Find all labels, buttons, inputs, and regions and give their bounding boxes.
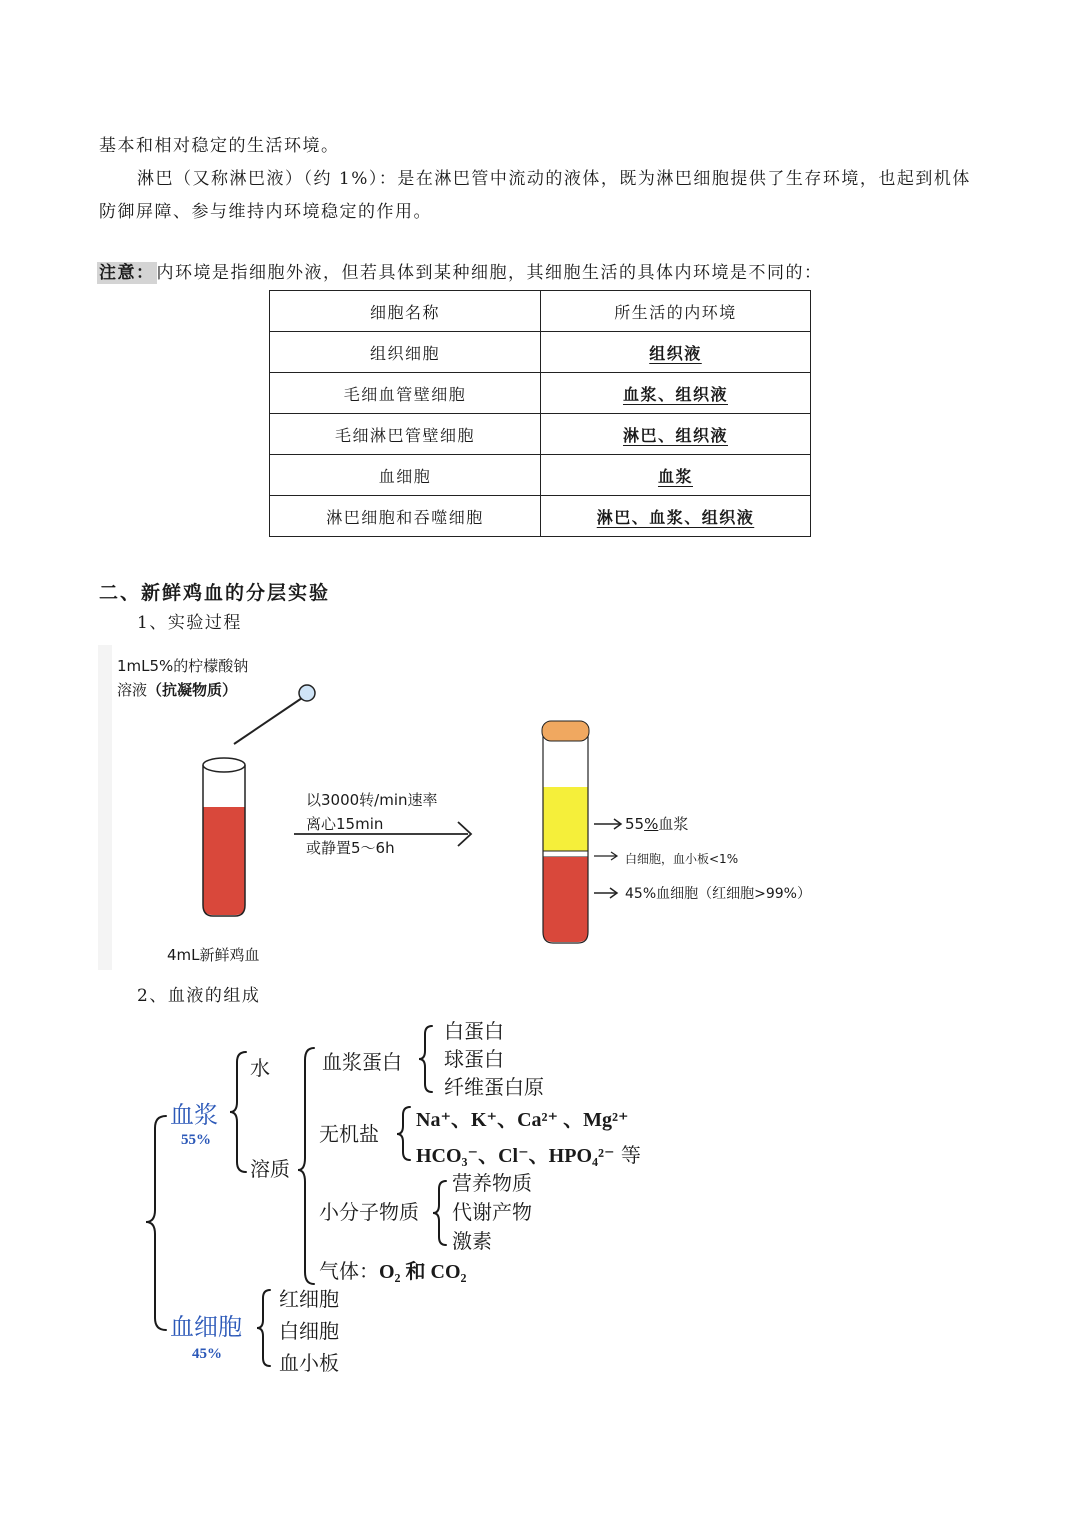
intro-line: 基本和相对稳定的生活环境。 xyxy=(99,136,340,156)
salt-cations: Na⁺、K⁺、Ca²⁺ 、Mg²⁺ xyxy=(416,1109,629,1131)
small-molecule-item: 激素 xyxy=(452,1229,492,1253)
cell-environment: 血浆、组织液 xyxy=(541,373,811,414)
plasma-percent: 55% xyxy=(181,1132,211,1148)
inorganic-salt-label: 无机盐 xyxy=(319,1122,379,1146)
table-header-env: 所生活的内环境 xyxy=(541,291,811,332)
salt-anions xyxy=(416,1139,641,1168)
water-label: 水 xyxy=(250,1056,270,1080)
plasma-protein-label: 血浆蛋白 xyxy=(322,1050,402,1074)
section-title: 二、新鲜鸡血的分层实验 xyxy=(99,582,331,604)
note-label: 注意： xyxy=(99,263,155,283)
brace-protein xyxy=(419,1026,432,1092)
small-molecule-label: 小分子物质 xyxy=(319,1200,419,1224)
brace-solute xyxy=(298,1048,314,1284)
buffy-coat-label: 白细胞，血小板<1% xyxy=(625,852,739,866)
lymph-paragraph-line1: 淋巴（又称淋巴液）（约 1%）：是在淋巴管中流动的液体，既为淋巴细胞提供了生存环境，也起到机体 xyxy=(137,169,971,189)
lymph-paragraph-line2: 防御屏障、参与维持内环境稳定的作用。 xyxy=(99,202,432,222)
brace-blood xyxy=(146,1116,166,1330)
blood-cells-title: 血细胞 xyxy=(170,1313,242,1341)
solute-label: 溶质 xyxy=(250,1157,290,1181)
subsection-composition: 2、血液的组成 xyxy=(137,986,261,1006)
cell-environment: 血浆 xyxy=(541,455,811,496)
subsection-experiment: 1、实验过程 xyxy=(137,613,242,633)
plasma-title: 血浆 xyxy=(170,1101,218,1129)
protein-item: 纤维蛋白原 xyxy=(444,1075,544,1099)
note-text: 内环境是指细胞外液，但若具体到某种细胞，其细胞生活的具体内环境是不同的： xyxy=(156,263,823,283)
blood-label: 4mL新鲜鸡血 xyxy=(167,946,260,964)
small-molecule-item: 营养物质 xyxy=(452,1171,532,1195)
table-header-cell: 细胞名称 xyxy=(270,291,541,332)
cell-environment: 组织液 xyxy=(541,332,811,373)
plasma-label-pct-sign: % xyxy=(644,815,659,833)
cell-name: 毛细淋巴管壁细胞 xyxy=(270,414,541,455)
protein-item: 球蛋白 xyxy=(444,1047,504,1071)
brace-plasma xyxy=(230,1052,246,1172)
rbc-label: 45%血细胞（红细胞>99%） xyxy=(625,886,811,902)
cell-item: 血小板 xyxy=(279,1351,339,1375)
blood-cells-percent: 45% xyxy=(192,1346,222,1362)
process-line2: 离心15min xyxy=(306,815,384,833)
citrate-label-bold: （抗凝物质） xyxy=(147,681,238,699)
gas-label: 气体： xyxy=(319,1259,379,1283)
cell-name: 血细胞 xyxy=(270,455,541,496)
cell-environment: 淋巴、血浆、组织液 xyxy=(541,496,811,537)
cell-item: 红细胞 xyxy=(279,1287,339,1311)
gas-formula: O₂ 和 CO₂ xyxy=(379,1261,467,1283)
plasma-label-pct-value: 55 xyxy=(625,815,645,833)
citrate-label-prefix: 溶液 xyxy=(117,681,148,699)
brace-salt xyxy=(397,1107,410,1160)
citrate-label-line1: 1mL5%的柠檬酸钠 xyxy=(117,657,249,675)
small-molecule-item: 代谢产物 xyxy=(452,1200,532,1224)
process-line3: 或静置5～6h xyxy=(306,839,395,857)
brace-cells xyxy=(257,1290,270,1366)
cell-environment: 淋巴、组织液 xyxy=(541,414,811,455)
gas-line xyxy=(319,1259,467,1284)
process-line1: 以3000转/min速率 xyxy=(306,791,438,809)
cell-name: 组织细胞 xyxy=(270,332,541,373)
protein-item: 白蛋白 xyxy=(444,1019,504,1043)
cell-name: 毛细血管壁细胞 xyxy=(270,373,541,414)
salt-anions-suffix: 等 xyxy=(614,1143,641,1167)
cell-name: 淋巴细胞和吞噬细胞 xyxy=(270,496,541,537)
salt-anions-formula: HCO₃⁻、Cl⁻、HPO₄²⁻ xyxy=(416,1145,615,1167)
plasma-label-text: 血浆 xyxy=(658,815,689,833)
brace-small xyxy=(433,1181,446,1245)
cell-item: 白细胞 xyxy=(279,1319,339,1343)
